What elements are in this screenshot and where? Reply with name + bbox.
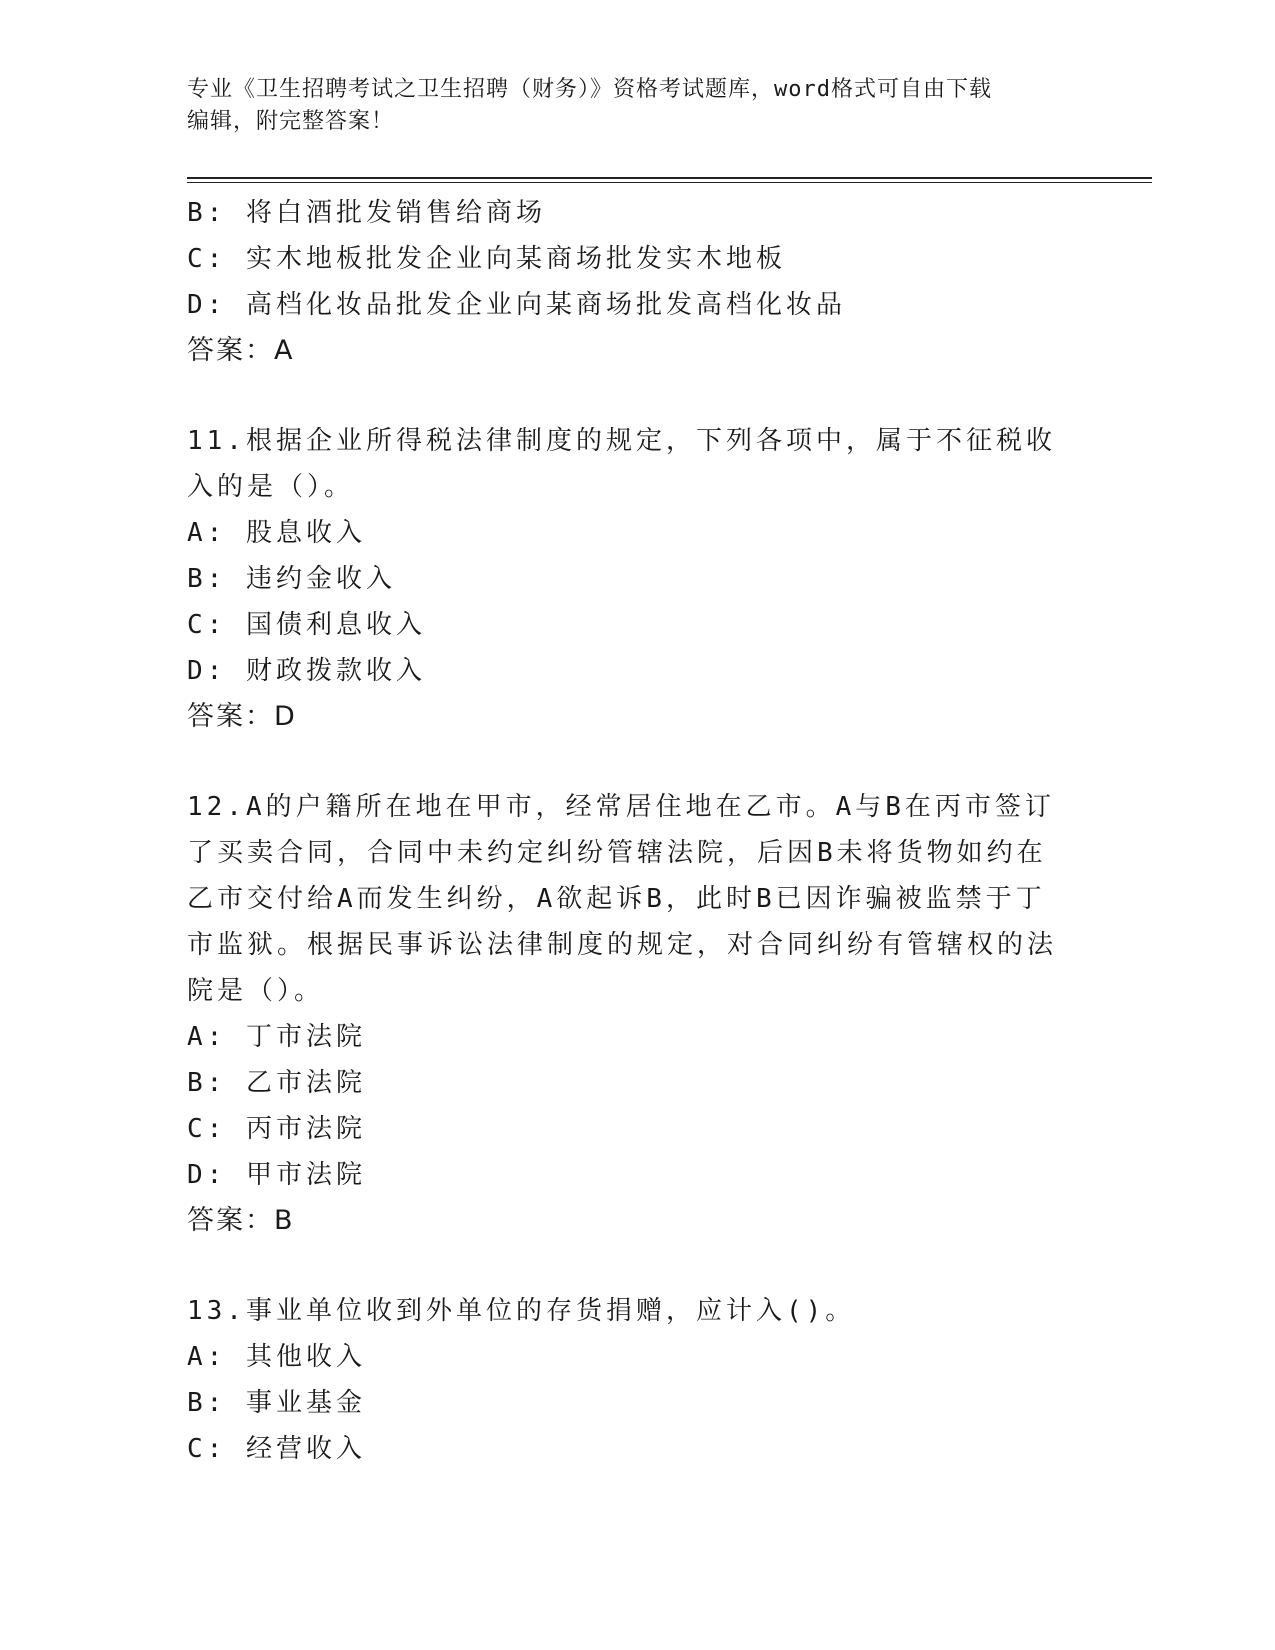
- option-c: C: 实木地板批发企业向某商场批发实木地板: [187, 244, 786, 274]
- question-11: [187, 418, 1087, 740]
- option-c: C: 经营收入: [187, 1434, 366, 1464]
- question-10-continued: [187, 190, 1087, 374]
- question-text: 13.事业单位收到外单位的存货捐赠，应计入()。: [187, 1296, 856, 1326]
- option-a: A: 丁市法院: [187, 1022, 366, 1052]
- header-line-1: 专业《卫生招聘考试之卫生招聘（财务）》资格考试题库，word格式可自由下载: [187, 77, 992, 102]
- document-header: [187, 74, 1087, 138]
- option-c: C: 国债利息收入: [187, 610, 426, 640]
- option-d: D: 高档化妆品批发企业向某商场批发高档化妆品: [187, 290, 846, 320]
- option-d: D: 财政拨款收入: [187, 656, 426, 686]
- option-c: C: 丙市法院: [187, 1114, 366, 1144]
- option-b: B: 将白酒批发销售给商场: [187, 198, 546, 228]
- question-13: [187, 1288, 1087, 1472]
- header-rule-thin: [187, 182, 1152, 183]
- question-12: [187, 784, 1087, 1244]
- option-b: B: 事业基金: [187, 1388, 366, 1418]
- header-line-2: 编辑，附完整答案！: [187, 109, 395, 134]
- answer: 答案：D: [187, 701, 297, 732]
- option-a: A: 股息收入: [187, 518, 366, 548]
- option-b: B: 乙市法院: [187, 1068, 366, 1098]
- option-b: B: 违约金收入: [187, 564, 396, 594]
- answer: 答案：A: [187, 335, 295, 366]
- answer: 答案：B: [187, 1205, 295, 1236]
- header-rule-thick: [187, 177, 1152, 179]
- question-text: 12.A的户籍所在地在甲市，经常居住地在乙市。A与B在丙市签订了买卖合同，合同中未约定纠纷管辖法院，后因B未将货物如约在乙市交付给A而发生纠纷，A欲起诉B，此时B已因诈骗被监禁于丁市监狱。根据民事诉讼法律制度的规定，对合同纠纷有管辖权的法院是（）。: [187, 792, 1058, 1006]
- option-d: D: 甲市法院: [187, 1160, 366, 1190]
- option-a: A: 其他收入: [187, 1342, 366, 1372]
- question-list: [187, 190, 1087, 1472]
- question-text: 11.根据企业所得税法律制度的规定，下列各项中，属于不征税收入的是（）。: [187, 426, 1056, 502]
